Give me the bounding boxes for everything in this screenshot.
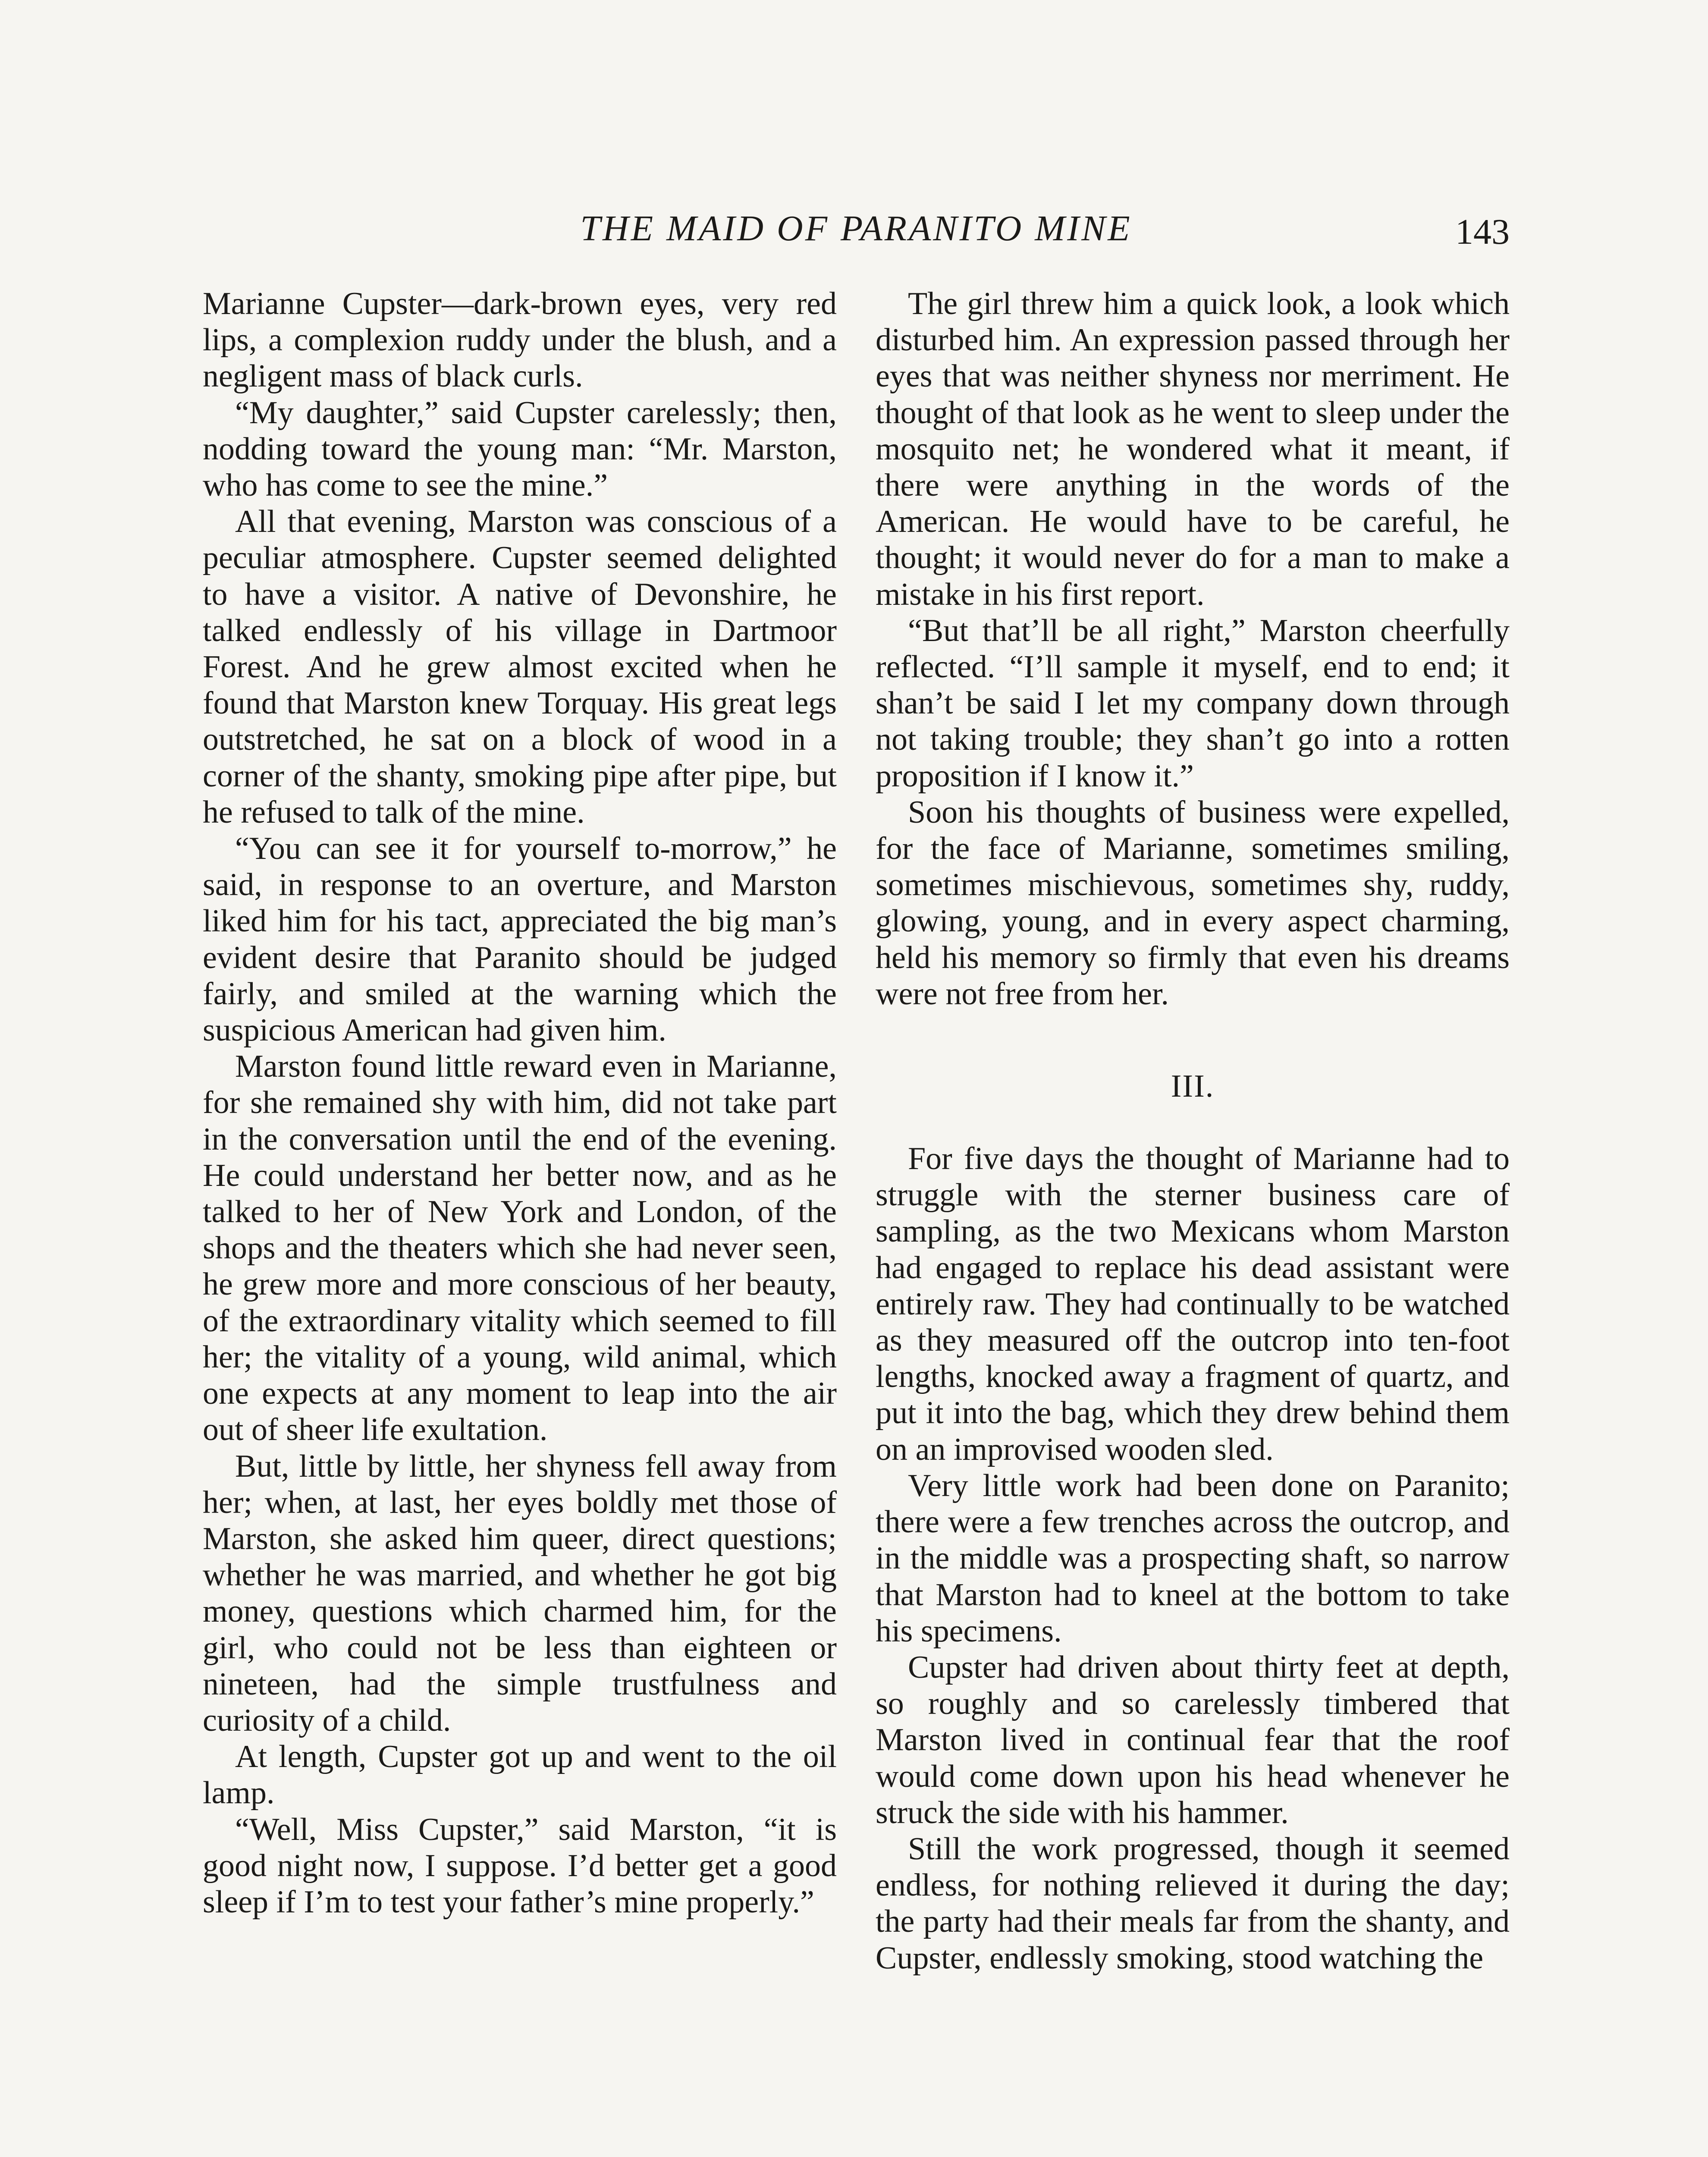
paragraph: At length, Cupster got up and went to the oil lamp. — [203, 1739, 837, 1811]
paragraph: Marston found little reward even in Marianne, for she remained shy with him, did not take part in the conversation until the end of the evening. He could understand her better now, and as he talked to her of New York and London, of the shops and the theaters which she had never seen, he grew more and more conscious of her beauty, of the extraordinary vitality which seemed to fill her; the vitality of a young, wild animal, which one expects at any moment to leap into the air out of sheer life exultation. — [203, 1049, 837, 1448]
paragraph: “My daughter,” said Cupster carelessly; then, nodding toward the young man: “Mr. Marston, who has come to see the mine.” — [203, 395, 837, 503]
paragraph: Marianne Cupster—dark-brown eyes, very red lips, a complexion ruddy under the blush, and a negligent mass of black curls. — [203, 286, 837, 394]
paragraph: “But that’ll be all right,” Marston cheerfully reflected. “I’ll sample it myself, end to end; it shan’t be said I let my company down through not taking trouble; they shan’t go into a rotten proposition if I know it.” — [876, 613, 1510, 794]
left-column — [203, 286, 837, 1920]
paragraph: But, little by little, her shyness fell away from her; when, at last, her eyes boldly met those of Marston, she asked him queer, direct questions; whether he was married, and whether he got big money, questions which charmed him, for the girl, who could not be less than eighteen or nineteen, had the simple trustfulness and curiosity of a child. — [203, 1448, 837, 1738]
running-title: THE MAID OF PARANITO MINE — [580, 208, 1132, 248]
paragraph: Still the work progressed, though it seemed endless, for nothing relieved it during the day; the party had their meals far from the shanty, and Cupster, endlessly smoking, stood watching the — [876, 1831, 1510, 1976]
paragraph: For five days the thought of Marianne had to struggle with the sterner business care of sampling, as the two Mexicans whom Marston had engaged to replace his dead assistant were entirely raw. They had continually to be watched as they measured off the outcrop into ten-foot lengths, knocked away a fragment of quartz, and put it into the bag, which they drew behind them on an improvised wooden sled. — [876, 1141, 1510, 1467]
paragraph: Cupster had driven about thirty feet at depth, so roughly and so carelessly timbered that Marston lived in continual fear that the roof would come down upon his head whenever he struck the side with his hammer. — [876, 1649, 1510, 1830]
right-column — [876, 286, 1510, 1976]
page-number: 143 — [1455, 212, 1510, 252]
paragraph: “You can see it for yourself to-morrow,” he said, in response to an overture, and Marston liked him for his tact, appreciated the big man’s evident desire that Paranito should be judged fairly, and smiled at the warning which the suspicious American had given him. — [203, 831, 837, 1048]
section-heading: III. — [1171, 1069, 1215, 1104]
paragraph: All that evening, Marston was conscious of a peculiar atmosphere. Cupster seemed delighted to have a visitor. A native of Devonshire, he talked endlessly of his village in Dartmoor Forest. And he grew almost excited when he found that Marston knew Torquay. His great legs outstretched, he sat on a block of wood in a corner of the shanty, smoking pipe after pipe, but he refused to talk of the mine. — [203, 504, 837, 830]
paragraph: The girl threw him a quick look, a look which disturbed him. An expression passed through her eyes that was neither shyness nor merriment. He thought of that look as he went to sleep under the mosquito net; he wondered what it meant, if there were anything in the words of the American. He would have to be careful, he thought; it would never do for a man to make a mistake in his first report. — [876, 286, 1510, 612]
paragraph: “Well, Miss Cupster,” said Marston, “it is good night now, I suppose. I’d better get a good sleep if I’m to test your father’s mine properly.” — [203, 1811, 837, 1920]
paragraph: Soon his thoughts of business were expelled, for the face of Marianne, sometimes smiling, sometimes mischievous, sometimes shy, ruddy, glowing, young, and in every aspect charming, held his memory so firmly that even his dreams were not free from her. — [876, 794, 1510, 1012]
paragraph: Very little work had been done on Paranito; there were a few trenches across the outcrop, and in the middle was a prospecting shaft, so narrow that Marston had to kneel at the bottom to take his specimens. — [876, 1468, 1510, 1649]
running-head — [203, 203, 1510, 255]
